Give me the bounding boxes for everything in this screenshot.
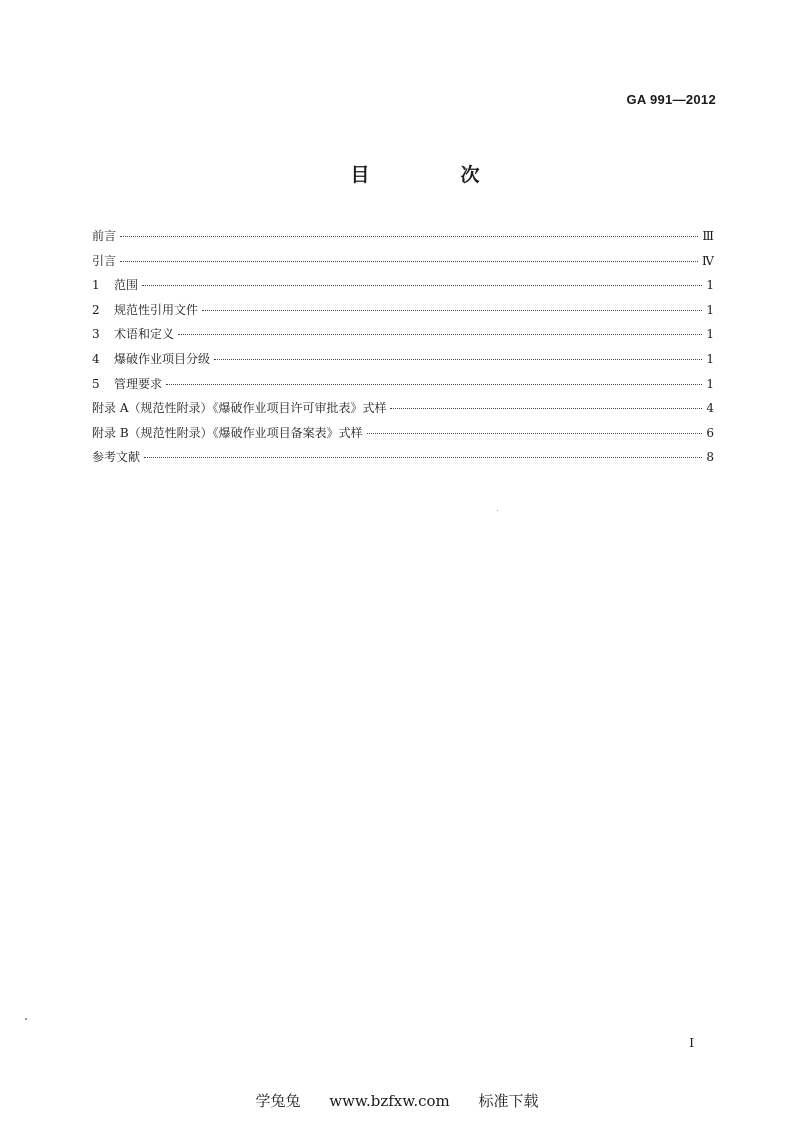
page-number: I (689, 1036, 694, 1050)
toc-leader-dots (120, 260, 698, 262)
document-code: GA 991—2012 (626, 92, 716, 107)
toc-entry-page: 4 (706, 401, 714, 416)
toc-entry-page: 6 (706, 425, 714, 440)
toc-leader-dots (144, 456, 702, 458)
toc-entry-page: 1 (706, 278, 714, 293)
toc-leader-dots (120, 235, 698, 237)
toc-entry-label: 3 术语和定义 (92, 327, 175, 342)
toc-entry-page: 1 (706, 376, 714, 391)
toc-entry-number: 4 (92, 351, 100, 366)
scan-speck (25, 1018, 27, 1020)
toc-entry-page: 1 (706, 327, 714, 342)
toc-entry-label: 1 范围 (92, 278, 139, 293)
toc-entry-label: 参考文献 (92, 450, 141, 465)
footer-site-name: 学兔兔 (255, 1092, 301, 1110)
toc-entry-label: 前言 (92, 229, 117, 243)
footer-tagline: 标准下载 (478, 1092, 539, 1110)
toc-entry-label: 附录 A（规范性附录）《爆破作业项目许可审批表》式样 (92, 401, 387, 416)
toc-entry-number: 5 (92, 376, 100, 391)
toc-entry-label: 2 规范性引用文件 (92, 302, 199, 317)
toc-entry-management-requirements[interactable] (92, 375, 714, 400)
toc-entry-number: 2 (92, 302, 100, 317)
toc-leader-dots (166, 383, 702, 385)
footer-url-link[interactable]: www.bzfxw.com (329, 1092, 450, 1110)
toc-leader-dots (367, 432, 702, 434)
toc-entry-page: Ⅲ (702, 229, 714, 243)
toc-leader-dots (178, 333, 702, 335)
toc-entry-scope[interactable] (92, 276, 714, 301)
toc-entry-label: 5 管理要求 (92, 376, 163, 391)
toc-entry-classification[interactable] (92, 350, 714, 375)
toc-entry-number: 3 (92, 327, 100, 342)
scan-speck (497, 510, 498, 511)
toc-entry-page: 1 (706, 302, 714, 317)
toc-entry-number: 1 (92, 278, 100, 293)
toc-leader-dots (214, 358, 702, 360)
toc-title: 目 次 (350, 164, 516, 186)
toc-entry-label: 4 爆破作业项目分级 (92, 351, 211, 366)
toc-leader-dots (390, 407, 702, 409)
toc-leader-dots (202, 309, 702, 311)
toc-entry-annex-b[interactable] (92, 424, 714, 449)
toc-entry-page: 8 (706, 450, 714, 465)
toc-entry-normative-references[interactable] (92, 301, 714, 326)
toc-leader-dots (142, 284, 702, 286)
footer-watermark (0, 1090, 794, 1111)
toc-entry-bibliography[interactable] (92, 448, 714, 473)
toc-entry-terms-definitions[interactable] (92, 325, 714, 350)
toc-entry-preface[interactable] (92, 227, 714, 252)
toc-entry-annex-a[interactable] (92, 399, 714, 424)
toc-entry-page: 1 (706, 351, 714, 366)
toc-entry-label: 附录 B（规范性附录）《爆破作业项目备案表》式样 (92, 425, 363, 440)
table-of-contents (92, 227, 714, 473)
toc-entry-label: 引言 (92, 253, 117, 268)
toc-entry-introduction[interactable] (92, 252, 714, 277)
toc-entry-page: Ⅳ (702, 253, 714, 268)
